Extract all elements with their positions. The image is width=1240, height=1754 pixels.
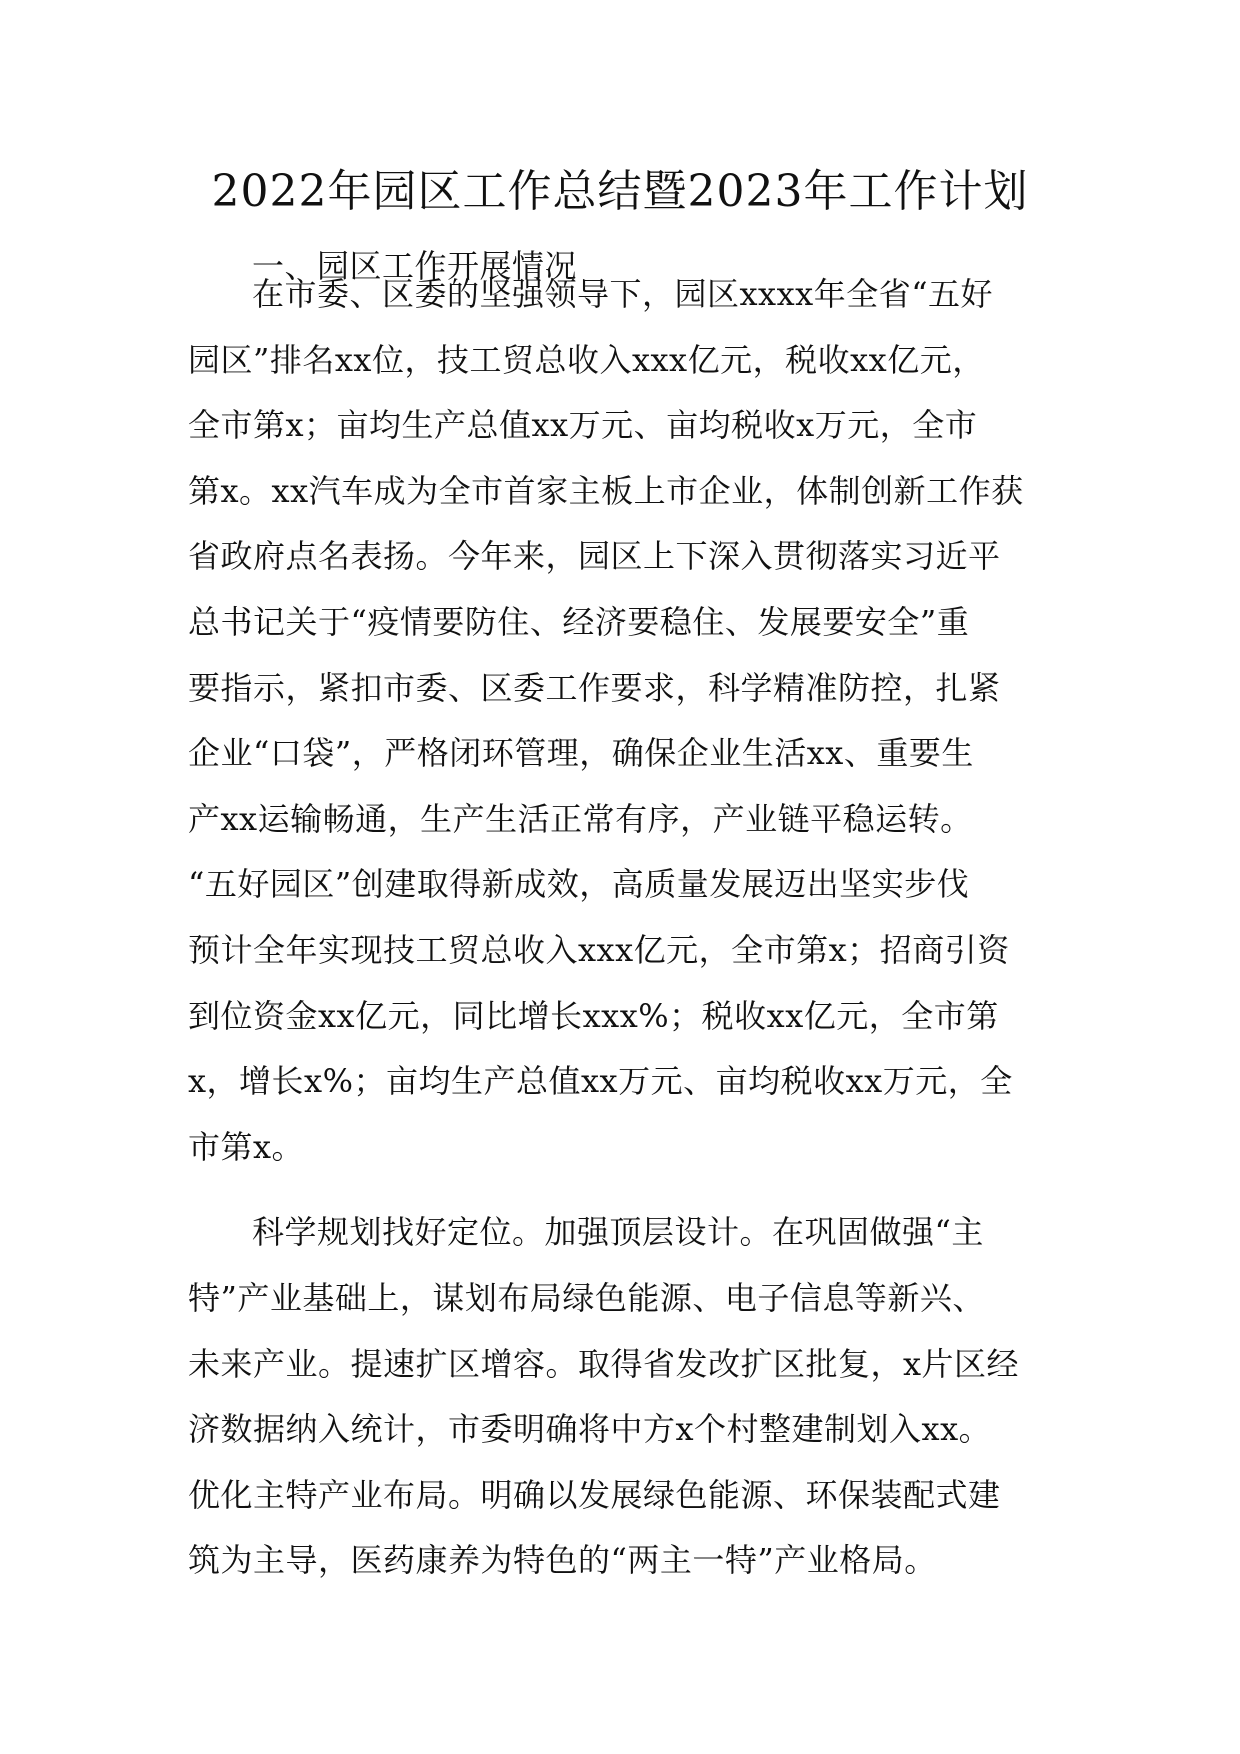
paragraph-line: 全市第x；亩均生产总值xx万元、亩均税收x万元，全市 — [188, 406, 978, 445]
document-title: 2022年园区工作总结暨2023年工作计划 — [211, 166, 1029, 217]
paragraph-line: 省政府点名表扬。今年来，园区上下深入贯彻落实习近平 — [188, 537, 1001, 576]
paragraph-line: 第x。xx汽车成为全市首家主板上市企业，体制创新工作获 — [188, 471, 1024, 510]
paragraph-line: 济数据纳入统计，市委明确将中方x个村整建制划入xx。 — [188, 1410, 992, 1449]
paragraph-line: 到位资金xx亿元，同比增长xxx%；税收xx亿元，全市第 — [188, 996, 999, 1035]
paragraph-line: 预计全年实现技工贸总收入xxx亿元，全市第x；招商引资 — [188, 930, 1010, 969]
body-text — [188, 262, 1062, 1594]
section-heading: 一、园区工作开展情况 — [252, 247, 578, 285]
paragraph-line: 未来产业。提速扩区增容。取得省发改扩区批复，x片区经 — [188, 1344, 1020, 1383]
paragraph-line: 总书记关于“疫情要防住、经济要稳住、发展要安全”重 — [188, 602, 970, 641]
paragraph-line: 在市委、区委的坚强领导下，园区xxxx年全省“五好 — [252, 275, 994, 313]
paragraph-1 — [188, 262, 1062, 1180]
paragraph-line: “五好园区”创建取得新成效，高质量发展迈出坚实步伐 — [188, 865, 970, 904]
paragraph-line: 产xx运输畅通，生产生活正常有序，产业链平稳运转。 — [188, 799, 973, 838]
paragraph-line: 要指示，紧扣市委、区委工作要求，科学精准防控，扎紧 — [188, 668, 1001, 707]
paragraph-line: x，增长x%；亩均生产总值xx万元、亩均税收xx万元，全 — [188, 1062, 1013, 1101]
paragraph-line: 优化主特产业布局。明确以发展绿色能源、环保装配式建 — [188, 1475, 1001, 1514]
paragraph-line: 企业“口袋”，严格闭环管理，确保企业生活xx、重要生 — [188, 734, 974, 773]
paragraph-line: 科学规划找好定位。加强顶层设计。在巩固做强“主 — [252, 1213, 984, 1252]
paragraph-2 — [188, 1200, 1062, 1594]
paragraph-line: 筑为主导，医药康养为特色的“两主一特”产业格局。 — [188, 1541, 937, 1580]
paragraph-line: 特”产业基础上，谋划布局绿色能源、电子信息等新兴、 — [188, 1278, 985, 1317]
paragraph-line: 市第x。 — [188, 1127, 305, 1166]
paragraph-line: 园区”排名xx位，技工贸总收入xxx亿元，税收xx亿元， — [188, 340, 985, 379]
